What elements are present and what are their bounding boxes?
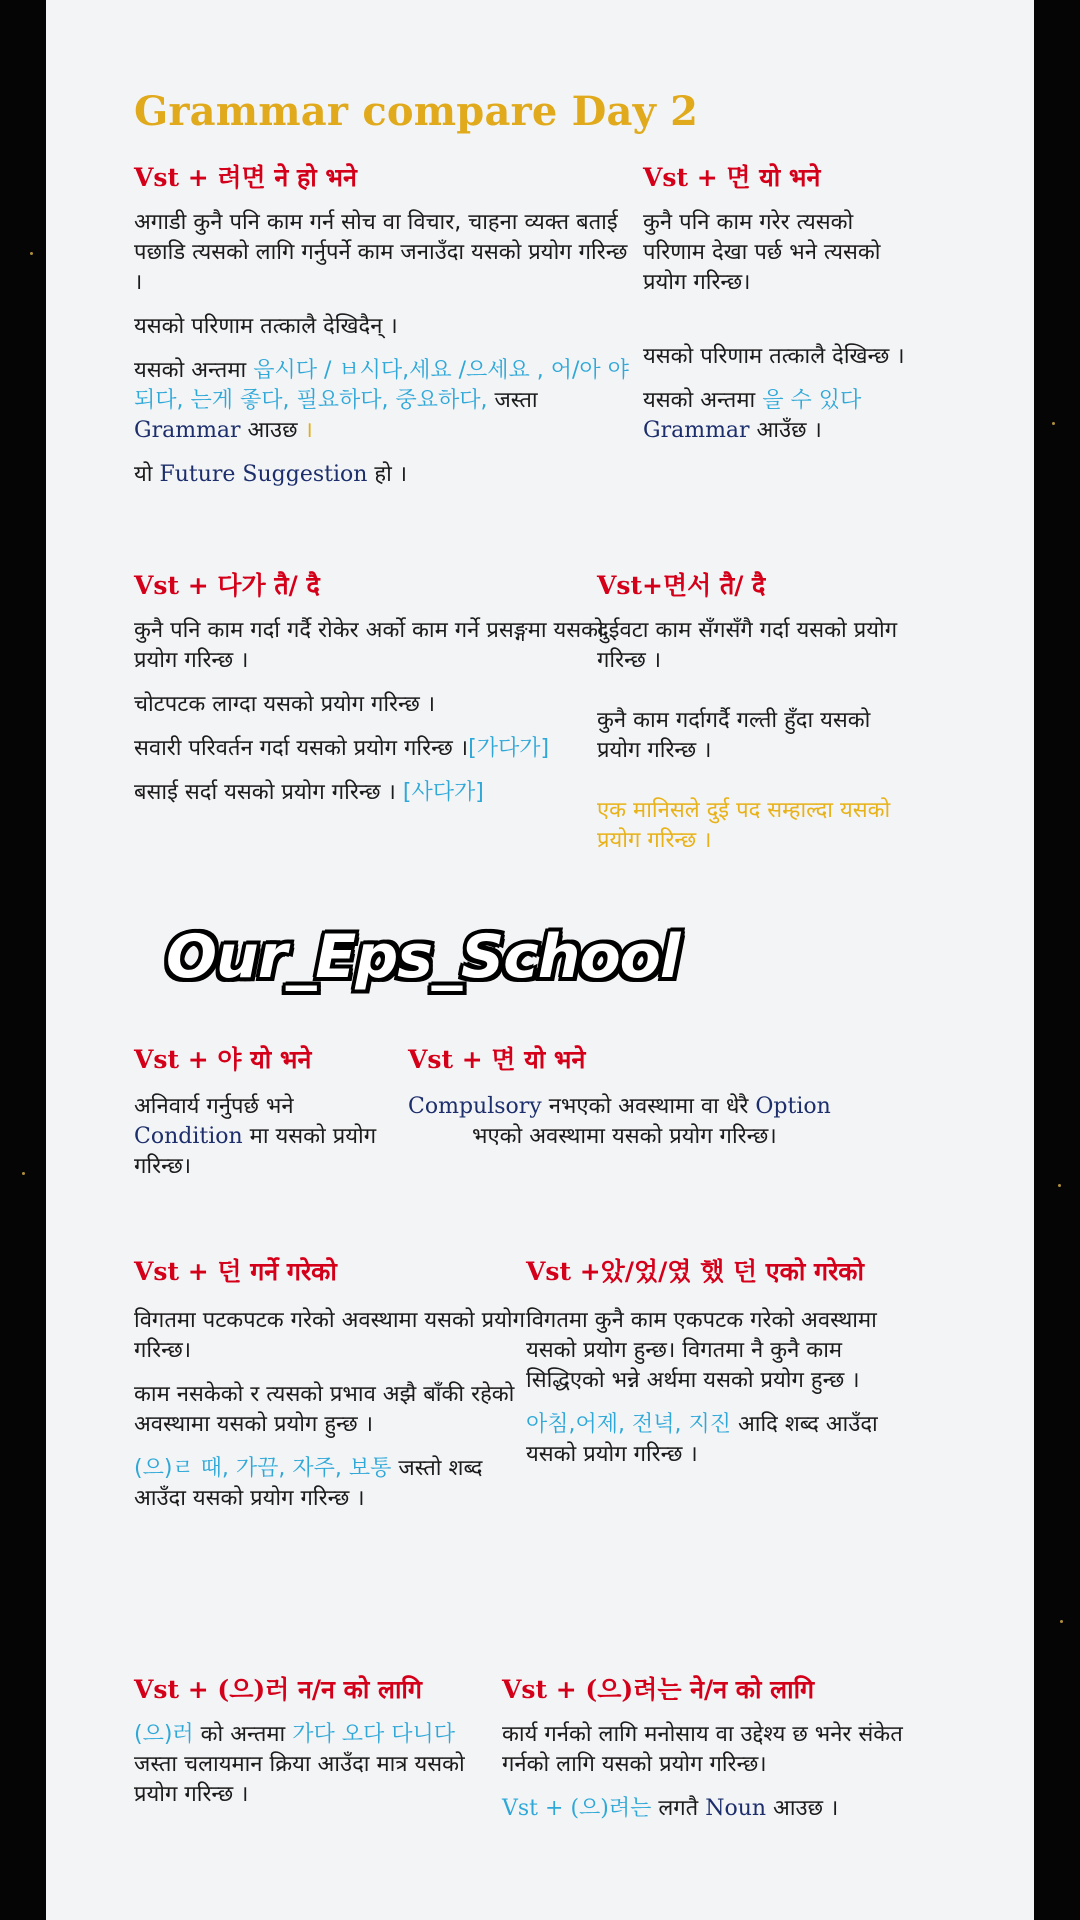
- section5-left-heading: Vst + (으)러 न/न को लागि: [134, 1675, 422, 1704]
- section2-right-heading: Vst+면서 तै/ दै: [597, 571, 766, 600]
- section5-right-heading: Vst + (으)려는 ने/न को लागि: [502, 1675, 815, 1704]
- section1-left-p4: यो Future Suggestion हो ।: [134, 462, 408, 487]
- section2-right-body: [597, 616, 917, 870]
- section2-left-body: [134, 616, 604, 822]
- section5-right-body: [502, 1720, 922, 1838]
- section4-right-heading: Vst +았/었/였 했 던 एको गरेको: [526, 1257, 864, 1286]
- section4-right-p1: विगतमा कुनै काम एकपटक गरेको अवस्थामा यसको प्रयोग हुन्छ। विगतमा नै कुनै काम सिद्धिएको भन्ने अर्थमा यसको प्रयोग हुन्छ ।: [526, 1308, 877, 1393]
- section1-right-body: [643, 208, 913, 460]
- section2-right-p1: दुईवटा काम सँगसँगै गर्दा यसको प्रयोग गरिन्छ ।: [597, 618, 898, 673]
- sparkle-decoration: [1058, 1184, 1061, 1187]
- section4-left-p2: काम नसकेको र त्यसको प्रभाव अझै बाँकी रहेको अवस्थामा यसको प्रयोग हुन्छ ।: [134, 1382, 515, 1437]
- section1-left-p3: यसको अन्तमा 읍시다 / ㅂ시다,세요 /으세요 , 어/아 야 되다, 는게 좋다, 필요하다, 중요하다, जस्ता Grammar आउछ ।: [134, 358, 629, 443]
- section3-left-line2: Condition मा यसको प्रयोग: [134, 1124, 377, 1149]
- section2-left-p1: कुनै पनि काम गर्दा गर्दै रोकेर अर्को काम गर्ने प्रसङ्गमा यसको प्रयोग गरिन्छ ।: [134, 618, 604, 673]
- section5-right-p2: Vst + (으)려는 लगतै Noun आउछ ।: [502, 1796, 839, 1821]
- section3-right-heading: Vst + 면 यो भने: [408, 1045, 586, 1074]
- section1-right-p2: यसको परिणाम तत्कालै देखिन्छ ।: [643, 344, 905, 369]
- sparkle-decoration: [1052, 422, 1055, 425]
- section3-right-line2: भएको अवस्थामा यसको प्रयोग गरिन्छ।: [472, 1124, 777, 1149]
- section1-right-heading: Vst + 면 यो भने: [643, 163, 821, 192]
- section2-left-p2: चोटपटक लाग्दा यसको प्रयोग गरिन्छ ।: [134, 692, 436, 717]
- section4-left-body: [134, 1306, 534, 1528]
- section2-left-p3: सवारी परिवर्तन गर्दा यसको प्रयोग गरिन्छ ।[가다가]: [134, 736, 550, 761]
- section5-left-p1: (으)러 को अन्तमा 가다 오다 다니다 जस्ता चलायमान क्रिया आउँदा मात्र यसको प्रयोग गरिन्छ ।: [134, 1722, 465, 1807]
- section5-left-body: [134, 1720, 504, 1824]
- section2-left-p4: बसाई सर्दा यसको प्रयोग गरिन्छ । [사다가]: [134, 780, 484, 805]
- sparkle-decoration: [30, 252, 33, 255]
- section4-left-p3: (으)ㄹ 때, 가끔, 자주, 보통 जस्तो शब्द आउँदा यसको प्रयोग गरिन्छ ।: [134, 1456, 483, 1511]
- section5-right-p1: कार्य गर्नको लागि मनोसाय वा उद्देश्य छ भनेर संकेत गर्नको लागि यसको प्रयोग गरिन्छ।: [502, 1722, 903, 1777]
- section1-right-p3: यसको अन्तमा 을 수 있다 Grammar आउँछ ।: [643, 388, 862, 443]
- section4-right-body: [526, 1306, 926, 1484]
- section1-left-body: [134, 208, 634, 504]
- section3-left-heading: Vst + 야 यो भने: [134, 1045, 312, 1074]
- watermark-logo: Our_Eps_School: [166, 922, 680, 992]
- section1-left-p1: अगाडी कुनै पनि काम गर्न सोच वा विचार, चाहना व्यक्त बताई पछाडि त्यसको लागि गर्नुपर्ने काम जनाउँदा यसको प्रयोग गरिन्छ ।: [134, 210, 628, 295]
- section1-left-p2: यसको परिणाम तत्कालै देखिदैन् ।: [134, 314, 398, 339]
- section2-right-p3: एक मानिसले दुई पद सम्हाल्दा यसको प्रयोग गरिन्छ ।: [597, 798, 891, 853]
- section2-left-heading: Vst + 다가 तै/ दै: [134, 571, 320, 600]
- section3-left-line3: गरिन्छ।: [134, 1154, 192, 1179]
- section3-left-line1: अनिवार्य गर्नुपर्छ भने: [134, 1094, 294, 1119]
- sparkle-decoration: [22, 1172, 25, 1175]
- section1-left-heading: Vst + 려면 ने हो भने: [134, 163, 357, 192]
- page-title: Grammar compare Day 2: [134, 88, 699, 135]
- section2-right-p2: कुनै काम गर्दागर्दै गल्ती हुँदा यसको प्रयोग गरिन्छ ।: [597, 708, 871, 763]
- section1-right-p1: कुनै पनि काम गरेर त्यसको परिणाम देखा पर्छ भने त्यसको प्रयोग गरिन्छ।: [643, 210, 881, 295]
- section4-left-heading: Vst + 던 गर्ने गरेको: [134, 1257, 337, 1286]
- section4-right-p2: 아침,어제, 전녁, 지진 आदि शब्द आउँदा यसको प्रयोग गरिन्छ ।: [526, 1412, 878, 1467]
- sparkle-decoration: [1060, 1620, 1063, 1623]
- document-page: [46, 0, 1034, 1920]
- section4-left-p1: विगतमा पटकपटक गरेको अवस्थामा यसको प्रयोग गरिन्छ।: [134, 1308, 525, 1363]
- section3-right-line1: Compulsory नभएको अवस्थामा वा धेरै Option: [408, 1094, 831, 1119]
